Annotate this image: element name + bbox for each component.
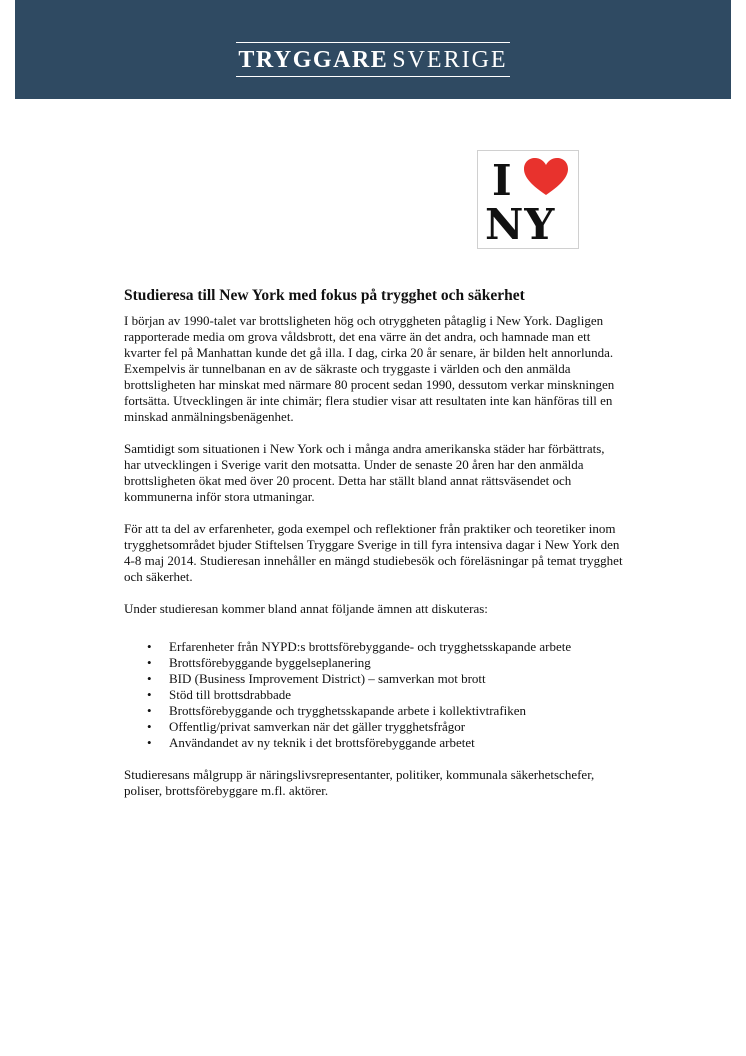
topics-list: [124, 639, 624, 751]
topic-text: Användandet av ny teknik i det brottsförebyggande arbetet: [169, 735, 475, 750]
brand-name-light: SVERIGE: [392, 47, 508, 73]
bullet-icon: •: [147, 671, 152, 686]
logo-letter-i: I: [492, 156, 512, 205]
i-love-ny-logo: [477, 150, 579, 249]
list-item: [124, 639, 624, 655]
bullet-icon: •: [147, 735, 152, 750]
bullet-icon: •: [147, 687, 152, 702]
list-item: [124, 671, 624, 687]
bullet-icon: •: [147, 719, 152, 734]
paragraph-sweden: Samtidigt som situationen i New York och i många andra amerikanska städer har förbättrats, har utvecklingen i Sverige varit den motsatta. Under de senaste 20 åren har den anmälda brottsligheten ökat med över 20 procent. Detta har ställt bland annat rättsväsendet och kommunerna inför stora utmaningar.: [124, 441, 605, 504]
topic-text: Offentlig/privat samverkan när det gäller trygghetsfrågor: [169, 719, 466, 734]
heart-icon: [524, 158, 568, 195]
topic-text: Brottsförebyggande och trygghetsskapande arbete i kollektivtrafiken: [169, 703, 527, 718]
list-item: [124, 719, 624, 735]
bullet-icon: •: [147, 655, 152, 670]
header-banner: [15, 0, 731, 99]
brand-name-strong: TRYGGARE: [238, 47, 389, 73]
paragraph-invitation: För att ta del av erfarenheter, goda exempel och reflektioner från praktiker och teoretiker inom trygghetsområdet bjuder Stiftelsen Tryggare Sverige in till fyra intensiva dagar i New York den 4-8 maj 2014. Studieresan innehåller en mängd studiebesök och föreläsningar på temat trygghet och säkerhet.: [124, 521, 623, 584]
list-item: [124, 735, 624, 751]
topics-intro: Under studieresan kommer bland annat följande ämnen att diskuteras:: [124, 601, 488, 616]
logo-rule-bottom: [236, 76, 509, 77]
bullet-icon: •: [147, 703, 152, 718]
article-body: [124, 286, 624, 815]
topic-text: Stöd till brottsdrabbade: [169, 687, 292, 702]
topic-text: Erfarenheter från NYPD:s brottsförebyggande- och trygghetsskapande arbete: [169, 639, 572, 654]
logo-rule-top: [236, 42, 509, 43]
i-love-ny-graphic: [478, 151, 578, 248]
bullet-icon: •: [147, 639, 152, 654]
list-item: [124, 687, 624, 703]
topic-text: BID (Business Improvement District) – samverkan mot brott: [169, 671, 486, 686]
article-title: Studieresa till New York med fokus på trygghet och säkerhet: [124, 287, 525, 304]
list-item: [124, 703, 624, 719]
brand-logo: [15, 42, 731, 77]
list-item: [124, 655, 624, 671]
paragraph-target-group: Studieresans målgrupp är näringslivsrepresentanter, politiker, kommunala säkerhetschefer, poliser, brottsförebyggare m.fl. aktörer.: [124, 767, 595, 798]
topic-text: Brottsförebyggande byggelseplanering: [169, 655, 371, 670]
logo-letters-ny: NY: [485, 200, 556, 248]
paragraph-intro: I början av 1990-talet var brottsligheten hög och otryggheten påtaglig i New York. Dagligen rapporterade media om grova våldsbrott, det ena värre än det andra, och hamnade man ett kvarter fel på Manhattan kunde det gå illa. I dag, cirka 20 år senare, är bilden helt annorlunda. Exempelvis är tunnelbanan en av de säkraste och tryggaste i världen och den anmälda brottsligheten har minskat med närmare 80 procent sedan 1990, dessutom verkar minskningen fortsätta. Utvecklingen är inte chimär; flera studier visar att resultaten inte kan hänföras till en minskad anmälningsbenägenhet.: [124, 313, 615, 424]
